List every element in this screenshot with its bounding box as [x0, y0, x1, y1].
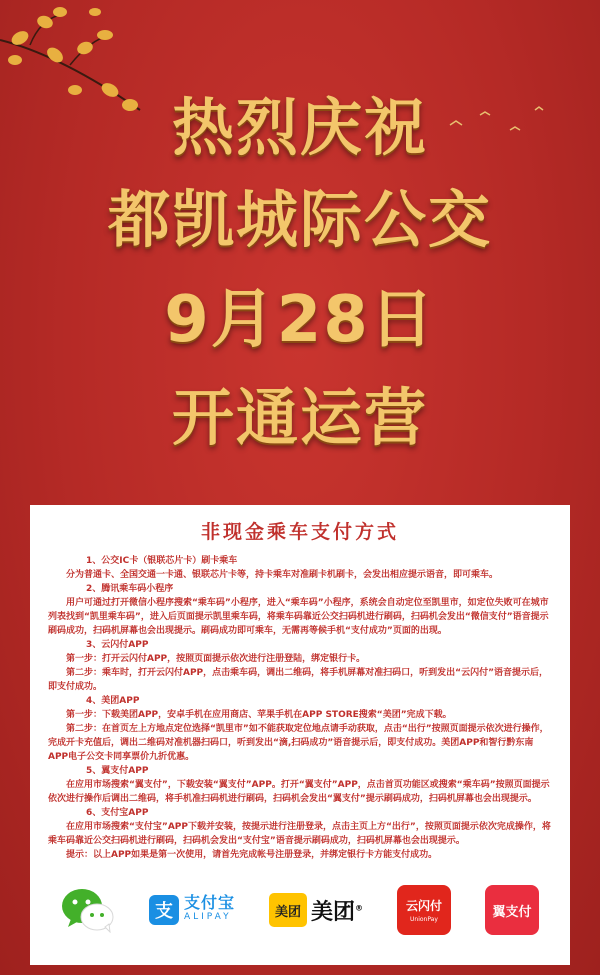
panel-title: 非现金乘车支付方式 — [200, 521, 399, 543]
instruction-line: 第一步：下载美团APP，安卓手机在应用商店、苹果手机在APP STORE搜索“美团”完成下载。 — [66, 710, 452, 720]
bestpay-icon: 翼支付 — [485, 885, 539, 935]
unionpay-name-en: UnionPay — [410, 916, 438, 923]
payment-instructions — [48, 554, 552, 862]
instruction-line: 第一步：打开云闪付APP，按照页面提示依次进行注册登陆，绑定银行卡。 — [66, 654, 366, 664]
instruction-line: 3、云闪付APP — [86, 640, 149, 650]
instruction-line: 6、支付宝APP — [86, 808, 149, 818]
payment-logos-row — [30, 885, 570, 935]
bestpay-logo — [485, 885, 539, 935]
instruction-line: 在应用市场搜索“支付宝”APP下载并安装，按提示进行注册登录，点击主页上方“出行”，按照页面提示依次完成操作，将乘车码靠近公交扫码机进行刷码，扫码机会发出“支付宝”语音提示刷码成功，扫码机屏幕也会出现提示。 — [48, 822, 551, 846]
meituan-name: 美团 — [310, 899, 355, 925]
headline-line-2: 都凯城际公交 — [107, 183, 492, 256]
payment-methods-panel — [30, 505, 570, 965]
meituan-logo — [269, 893, 363, 927]
alipay-name-en: ALIPAY — [183, 912, 232, 922]
unionpay-quickpass-logo — [397, 885, 451, 935]
instruction-line: 第二步：乘车时，打开云闪付APP，点击乘车码，调出二维码，将手机屏幕对准扫码口，听到发出“云闪付”语音提示后，即支付成功。 — [48, 668, 548, 692]
headline-line-4: 开通运营 — [171, 381, 428, 454]
instruction-line: 5、翼支付APP — [86, 766, 149, 776]
instruction-line: 分为普通卡、全国交通一卡通、银联芯片卡等，持卡乘车对准刷卡机刷卡，会发出相应提示语音，即可乘车。 — [66, 570, 499, 580]
headline-line-1: 热烈庆祝 — [171, 91, 428, 164]
wechat-logo — [61, 887, 115, 933]
unionpay-icon — [397, 885, 451, 935]
instruction-line: 2、腾讯乘车码小程序 — [86, 584, 174, 594]
registered-mark: ® — [354, 903, 363, 913]
instruction-line: 提示：以上APP如果是第一次使用，请首先完成帐号注册登录，并绑定银行卡方能支付成功。 — [66, 850, 438, 860]
instruction-line: 4、美团APP — [86, 696, 140, 706]
headline-line-3: 9月28日 — [164, 283, 436, 357]
meituan-icon: 美团 — [269, 893, 307, 927]
wechat-icon — [61, 887, 115, 933]
instruction-line: 1、公交IC卡（银联芯片卡）刷卡乘车 — [86, 556, 238, 566]
alipay-logo — [149, 895, 235, 925]
alipay-name: 支付宝 — [183, 893, 235, 912]
instruction-line: 用户可通过打开微信小程序搜索“乘车码”小程序，进入“乘车码”小程序，系统会自动定位至凯里市，如定位失败可在城市列表找到“凯里乘车码”，进入后页面提示凯里乘车码，将乘车码靠近公交扫码机进行刷码，扫码机会发出“微信支付”语音提示刷码成功，扫码机屏幕也会出现提示。刷码成功即可乘车，无需再等候手机“支付成功”页面的出现。 — [48, 598, 549, 636]
alipay-icon: 支 — [149, 895, 179, 925]
instruction-line: 在应用市场搜索“翼支付”，下载安装“翼支付”APP。打开“翼支付”APP，点击首页功能区或搜索“乘车码”按照页面提示依次进行操作后调出二维码，将手机准扫码机进行刷码，扫码机会发出“翼支付”提示刷码成功，扫码机屏幕也会出现提示。 — [48, 780, 550, 804]
instruction-line: 第二步：在首页左上方地点定位选择“凯里市”如不能获取定位地点请手动获取，点击“出行”按照页面提示依次进行操作，完成开卡充值后，调出二维码对准机器扫码口，听到发出“滴,扫码成功”语音提示后，即支付成功。美团APP和智行黔东南APP电子公交卡同享票价九折优惠。 — [48, 724, 549, 762]
unionpay-name: 云闪付 — [405, 899, 442, 913]
